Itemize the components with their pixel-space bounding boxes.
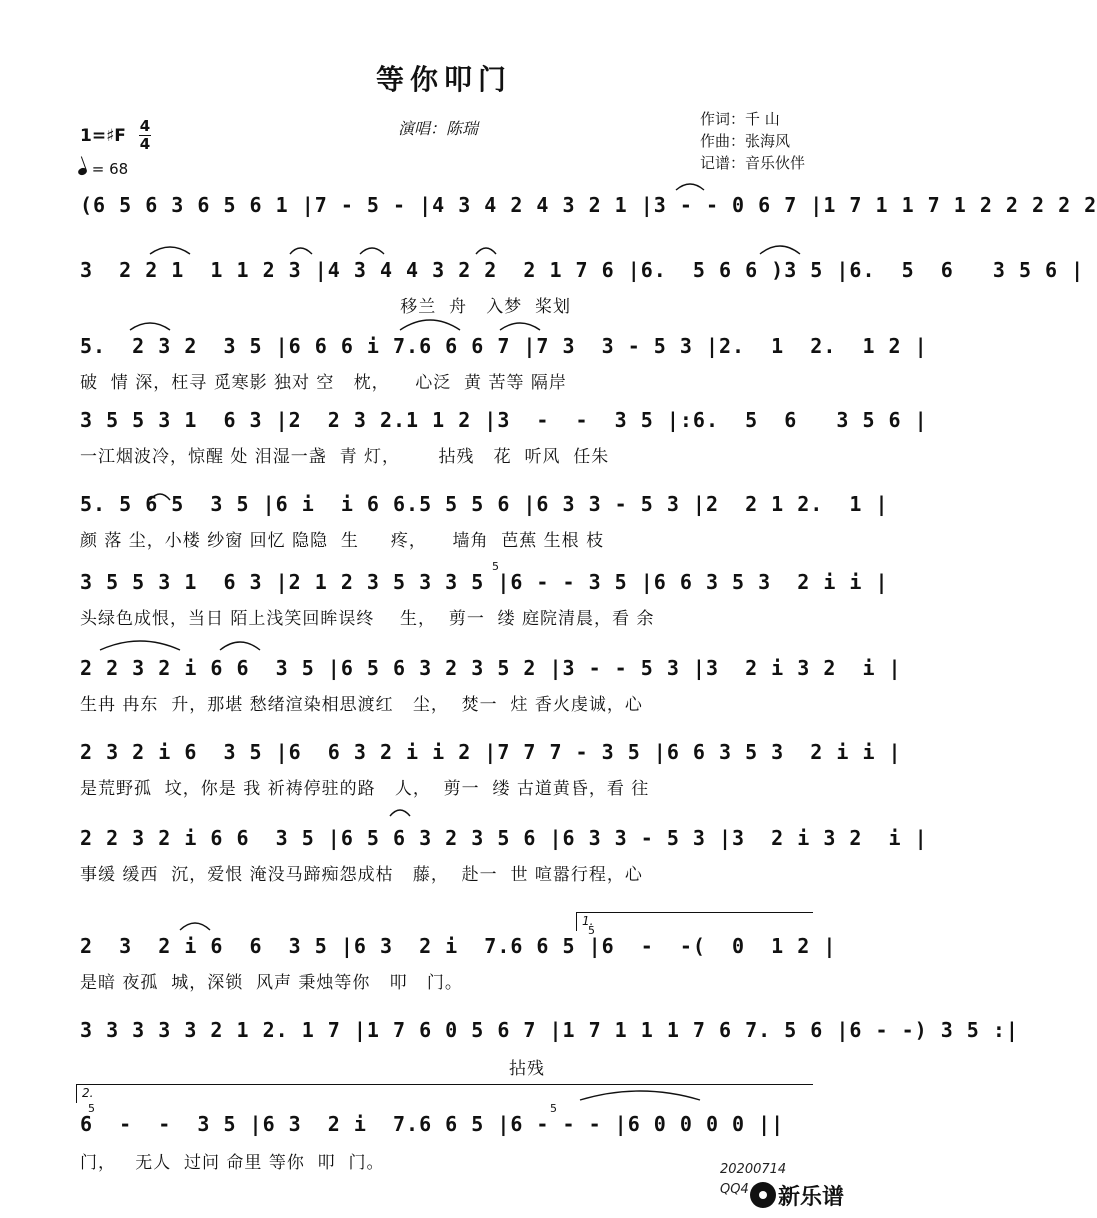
- volta-bracket-2: [76, 1084, 813, 1103]
- grace-note-4: 5: [550, 1102, 557, 1115]
- lyrics-line-11: 拈残: [80, 1059, 546, 1079]
- song-title: 等你叩门: [375, 63, 512, 96]
- notes-line-10: 2 3 2 i 6 6 3 5 |6 3 2 i 7.6 6 5 |6 - -( 0 1 2 |: [80, 934, 837, 958]
- lyrics-line-10: 是暗 夜孤 城，深锁 风声 秉烛等你 叩 门。: [80, 973, 463, 993]
- lyrics-line-8: 是荒野孤 坟，你是 我 祈祷停驻的路 人， 剪一 缕 古道黄昏，看 往: [80, 779, 650, 799]
- grace-note-2: 5: [588, 924, 595, 937]
- notes-line-2: 3 2 2 1 1 1 2 3 |4 3 4 4 3 2 2 2 1 7 6 |6. 5 6 6 )3 5 |6. 5 6 3 5 6 |: [80, 258, 1085, 282]
- composer-credit: 作曲：张海风: [700, 132, 791, 150]
- lyrics-line-9: 事缓 缓西 沉，爱恨 淹没马蹄痴怨成枯 藤， 赴一 世 喧嚣行程，心: [80, 865, 643, 885]
- notes-line-5: 5. 5 6 5 3 5 |6 i i 6 6.5 5 5 6 |6 3 3 - 5 3 |2 2 1 2. 1 |: [80, 492, 889, 516]
- credits-block: [700, 108, 805, 174]
- notes-line-1: (6 5 6 3 6 5 6 1 |7 - 5 - |4 3 4 2 4 3 2 1 |3 - - 0 6 7 |1 7 1 1 7 1 2 2 2 2 2: [80, 193, 1097, 217]
- site-logo: [750, 1180, 880, 1212]
- notes-line-7: 2 2 3 2 i 6 6 3 5 |6 5 6 3 2 3 5 2 |3 - - 5 3 |3 2 i 3 2 i |: [80, 656, 902, 680]
- vinyl-disc-icon: [750, 1182, 776, 1208]
- grace-note-1: 5: [492, 560, 499, 573]
- notes-line-4: 3 5 5 3 1 6 3 |2 2 3 2.1 1 2 |3 - - 3 5 |:6. 5 6 3 5 6 |: [80, 408, 928, 432]
- notes-line-12: 6 - - 3 5 |6 3 2 i 7.6 6 5 |6 - - - |6 0 0 0 0 ||: [80, 1112, 785, 1136]
- grace-note-3: 5: [88, 1102, 95, 1115]
- time-signature: [139, 118, 151, 153]
- tempo-value: = 68: [91, 160, 129, 178]
- volta-2-label: 2.: [82, 1086, 94, 1100]
- time-signature-bottom: 4: [139, 135, 151, 153]
- lyricist-credit: 作词：千 山: [700, 110, 780, 128]
- notes-line-6: 3 5 5 3 1 6 3 |2 1 2 3 5 3 3 5 |6 - - 3 5 |6 6 3 5 3 2 i i |: [80, 570, 889, 594]
- notes-line-11: 3 3 3 3 3 2 1 2. 1 7 |1 7 6 0 5 6 7 |1 7 1 1 1 7 6 7. 5 6 |6 - -) 3 5 :|: [80, 1018, 1019, 1042]
- volta-bracket-1: [576, 912, 813, 931]
- transcriber-credit: 记谱：音乐伙伴: [700, 154, 806, 172]
- footer-date: 20200714: [720, 1162, 787, 1177]
- lyrics-line-7: 生冉 冉东 升，那堪 愁绪渲染相思渡红 尘， 焚一 炷 香火虔诚，心: [80, 695, 643, 715]
- tempo-marking: [78, 160, 128, 178]
- footer-qq: QQ4: [720, 1182, 749, 1197]
- lyrics-line-4: 一江烟波冷，惊醒 处 泪湿一盏 青 灯， 拈残 花 听风 任朱: [80, 447, 610, 467]
- lyrics-line-3: 破 情 深，枉寻 觅寒影 独对 空 枕， 心泛 黄 苦等 隔岸: [80, 373, 567, 393]
- notes-line-9: 2 2 3 2 i 6 6 3 5 |6 5 6 3 2 3 5 6 |6 3 3 - 5 3 |3 2 i 3 2 i |: [80, 826, 928, 850]
- time-signature-top: 4: [139, 117, 151, 135]
- volta-1-label: 1.: [582, 914, 594, 928]
- notes-line-3: 5. 2 3 2 3 5 |6 6 6 i 7.6 6 6 7 |7 3 3 - 5 3 |2. 1 2. 1 2 |: [80, 334, 928, 358]
- lyrics-line-12: 门， 无人 过问 命里 等你 叩 门。: [80, 1153, 385, 1173]
- key-signature: 1=♯F: [80, 126, 126, 146]
- quarter-note-icon: [77, 167, 88, 177]
- lyrics-line-2: 移兰 舟 入梦 桨划: [80, 297, 572, 317]
- lyrics-line-5: 颜 落 尘，小楼 纱窗 回忆 隐隐 生 疼， 墙角 芭蕉 生根 枝: [80, 531, 605, 551]
- singer-credit: 演唱：陈瑞: [398, 119, 479, 138]
- notes-line-8: 2 3 2 i 6 3 5 |6 6 3 2 i i 2 |7 7 7 - 3 5 |6 6 3 5 3 2 i i |: [80, 740, 902, 764]
- logo-brand: 新乐谱: [778, 1185, 845, 1210]
- lyrics-line-6: 头绿色成恨，当日 陌上浅笑回眸误终 生， 剪一 缕 庭院清晨，看 余: [80, 609, 655, 629]
